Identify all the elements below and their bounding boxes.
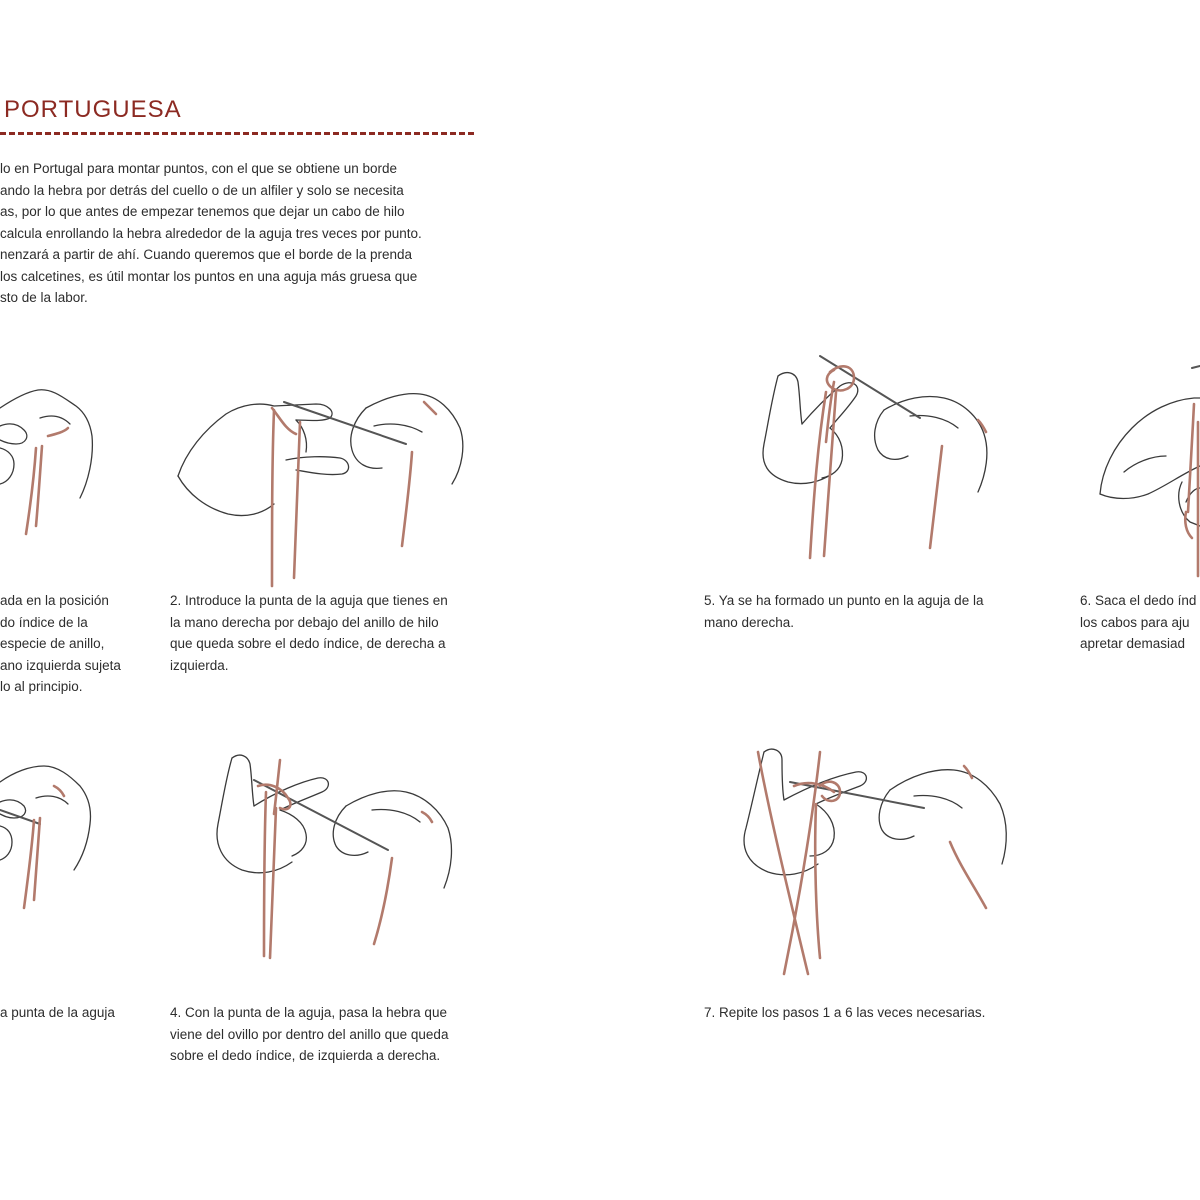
- intro-line: sto de la labor.: [0, 290, 88, 305]
- caption-line: la mano derecha por debajo del anillo de hilo: [170, 614, 439, 630]
- caption-line: lo al principio.: [0, 679, 83, 694]
- caption-line: sobre el dedo índice, de izquierda a derecha.: [170, 1048, 441, 1063]
- step-4-illustration: [196, 748, 458, 960]
- intro-line: calcula enrollando la hebra alrededor de la aguja tres veces por punto.: [0, 225, 422, 241]
- intro-line: ando la hebra por detrás del cuello o de un alfiler y solo se necesita: [0, 182, 404, 198]
- caption-line: que queda sobre el dedo índice, de derecha a: [170, 636, 446, 651]
- caption-line: ano izquierda sujeta: [0, 657, 121, 673]
- step-7-illustration: [724, 746, 1014, 982]
- step-1-illustration: [0, 378, 110, 548]
- step-6-caption: [1080, 590, 1196, 655]
- caption-line: 7. Repite los pasos 1 a 6 las veces necesarias.: [704, 1005, 986, 1020]
- caption-line: mano derecha.: [704, 614, 795, 630]
- caption-line: izquierda.: [170, 657, 229, 673]
- step-4-caption: [170, 1002, 448, 1067]
- caption-line: 5. Ya se ha formado un punto en la aguja de la: [704, 593, 984, 608]
- step-2-illustration: [176, 382, 470, 588]
- step-1-caption: [0, 590, 121, 698]
- step-7-caption: [704, 1002, 985, 1024]
- section-title: PORTUGUESA: [4, 96, 182, 123]
- caption-line: 6. Saca el dedo índ: [1080, 593, 1197, 608]
- step-5-caption: [704, 590, 983, 633]
- step-3-illustration: [0, 758, 110, 918]
- intro-paragraph: [0, 158, 480, 309]
- intro-line: as, por lo que antes de empezar tenemos que dejar un cabo de hilo: [0, 204, 405, 219]
- caption-line: 4. Con la punta de la aguja, pasa la hebra que: [170, 1005, 447, 1020]
- step-2-caption: [170, 590, 448, 676]
- caption-line: apretar demasiad: [1080, 636, 1186, 651]
- caption-line: do índice de la: [0, 614, 88, 630]
- caption-line: ada en la posición: [0, 593, 109, 608]
- title-dashed-rule: [0, 132, 474, 135]
- step-3-caption: [0, 1002, 115, 1024]
- caption-line: viene del ovillo por dentro del anillo que queda: [170, 1026, 449, 1042]
- intro-line: nenzará a partir de ahí. Cuando queremos que el borde de la prenda: [0, 247, 413, 262]
- caption-line: a punta de la aguja: [0, 1005, 115, 1020]
- caption-line: los cabos para aju: [1080, 614, 1190, 630]
- caption-line: 2. Introduce la punta de la aguja que tienes en: [170, 593, 448, 608]
- intro-line: los calcetines, es útil montar los puntos en una aguja más gruesa que: [0, 268, 418, 284]
- step-6-illustration: [1096, 362, 1200, 582]
- step-5-illustration: [744, 352, 1006, 564]
- caption-line: especie de anillo,: [0, 636, 105, 651]
- intro-line: lo en Portugal para montar puntos, con el que se obtiene un borde: [0, 161, 398, 176]
